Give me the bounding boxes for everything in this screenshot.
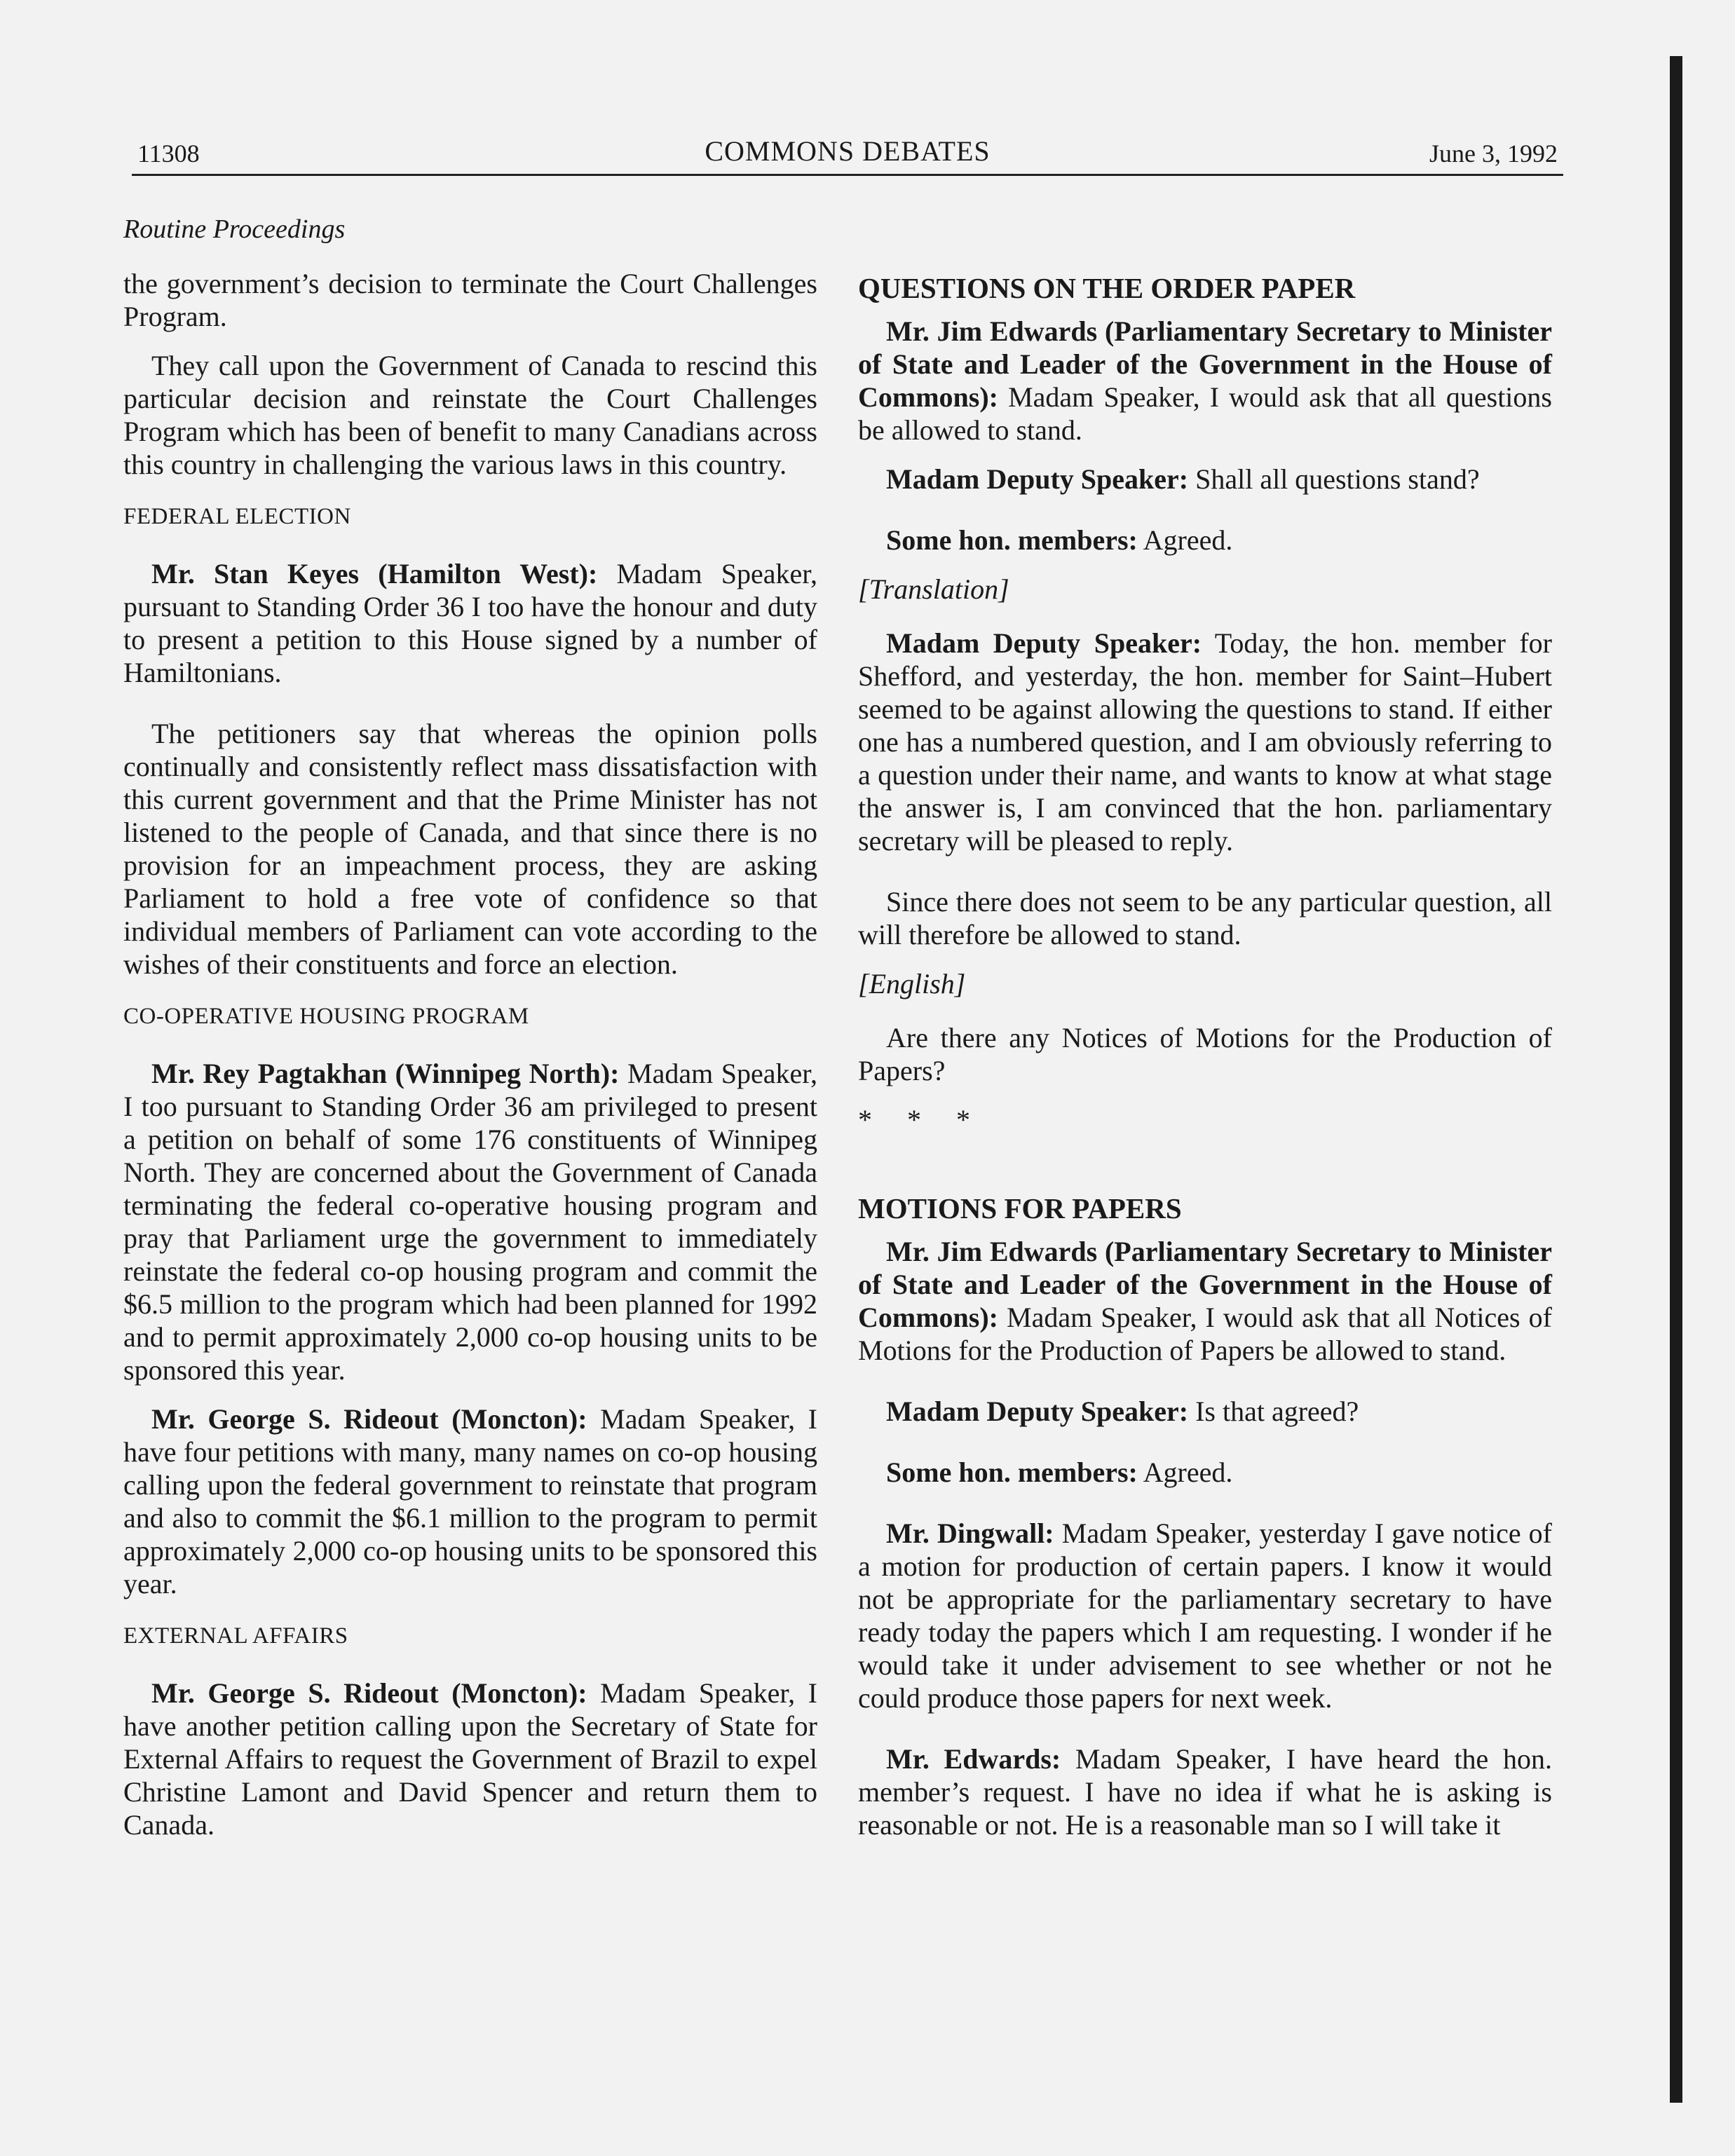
header-rule [132, 174, 1563, 176]
paragraph: They call upon the Government of Canada to rescind this particular decision and reinstate the Court Challenges Program which has been of benefit to many Canadians across this country in challenging the various laws in this country. [123, 350, 817, 480]
speech-text: Is that agreed? [1188, 1396, 1359, 1427]
section-heading: MOTIONS FOR PAPERS [858, 1192, 1182, 1224]
speech-text: Agreed. [1137, 1456, 1233, 1488]
section-separator: * * * [858, 1104, 984, 1135]
speech-paragraph [123, 1403, 817, 1600]
section-subheading: CO-OPERATIVE HOUSING PROGRAM [123, 1004, 529, 1029]
language-marker: [Translation] [858, 573, 1009, 605]
speech-paragraph [858, 1517, 1552, 1714]
speaker-name: Mr. Dingwall: [886, 1517, 1054, 1549]
speaker-name: Mr. Rey Pagtakhan (Winnipeg North): [151, 1058, 620, 1089]
speech-paragraph [858, 1742, 1552, 1841]
speaker-name: Mr. Edwards: [886, 1743, 1061, 1775]
speech-text: Madam Speaker, I would ask that all Notices of Motions for the Production of Papers be allowed to stand. [858, 1302, 1552, 1366]
speech-paragraph [858, 627, 1552, 857]
left-column [123, 203, 817, 1857]
speech-text: Madam Speaker, yesterday I gave notice of a motion for production of certain papers. I know it would not be appropriate for the parliamentary secretary to have ready today the papers which I am requesting. I wonder if he would take it under advisement to see whether or not he could produce those papers for next week. [858, 1517, 1553, 1714]
scan-edge-shadow [1670, 56, 1682, 2103]
speech-paragraph [858, 1235, 1552, 1367]
paragraph: the government’s decision to terminate the Court Challenges Program. [123, 268, 817, 332]
speech-text: Madam Speaker, pursuant to Standing Order 36 I too have the honour and duty to present a petition to this House signed by a number of Hamiltonians. [123, 558, 817, 688]
section-subheading: EXTERNAL AFFAIRS [123, 1623, 348, 1649]
speech-text: Agreed. [1137, 524, 1233, 556]
speech-text: Madam Speaker, I have heard the hon. member’s request. I have no idea if what he is asking is reasonable or not. He is a reasonable man so I will take it [858, 1743, 1552, 1841]
speech-paragraph [858, 1456, 1552, 1489]
speaker-name: Mr. George S. Rideout (Moncton): [151, 1677, 587, 1709]
speaker-name: Madam Deputy Speaker: [886, 1396, 1189, 1427]
publication-date: June 3, 1992 [1429, 139, 1558, 168]
speaker-name: Mr. Jim Edwards (Parliamentary Secretary to Minister of State and Leader of the Government in the House of Commons): [858, 315, 1552, 413]
section-subheading: FEDERAL ELECTION [123, 504, 351, 529]
speaker-name: Some hon. members: [886, 524, 1138, 556]
speech-paragraph [858, 1395, 1552, 1428]
speaker-name: Mr. Jim Edwards (Parliamentary Secretary to Minister of State and Leader of the Government in the House of Commons): [858, 1236, 1552, 1333]
speech-paragraph [858, 463, 1552, 496]
paragraph: The petitioners say that whereas the opinion polls continually and consistently reflect mass dissatisfaction with this current government and that the Prime Minister has not listened to the people of Canada, and that since there is no provision for an impeachment process, they are asking Parliament to hold a free vote of confidence so that individual members of Parliament can vote according to the wishes of their constituents and force an election. [123, 718, 817, 980]
speech-text: Today, the hon. member for Shefford, and yesterday, the hon. member for Saint–Hubert seemed to be against allowing the questions to stand. If either one has a numbered question, and I am obviously referring to a question under their name, and wants to know at what stage the answer is, I am convinced that the hon. parliamentary secretary will be pleased to reply. [858, 627, 1553, 857]
language-marker: [English] [858, 968, 966, 999]
speech-paragraph [123, 557, 817, 689]
page-number: 11308 [137, 139, 200, 168]
speech-text: Madam Speaker, I would ask that all questions be allowed to stand. [858, 381, 1552, 446]
speech-text: Madam Speaker, I too pursuant to Standing Order 36 am privileged to present a petition on behalf of some 176 constituents of Winnipeg North. They are concerned about the Government of Canada terminating the federal co-operative housing program and pray that Parliament urge the government to immediately reinstate the federal co-op housing program and commit the $6.5 million to the program which had been planned for 1992 and to permit approximately 2,000 co-op housing units to be sponsored this year. [123, 1058, 817, 1386]
speech-paragraph [123, 1677, 817, 1841]
publication-title: COMMONS DEBATES [705, 135, 991, 167]
speaker-name: Mr. George S. Rideout (Moncton): [151, 1403, 587, 1435]
speaker-name: Some hon. members: [886, 1456, 1138, 1488]
paragraph: Are there any Notices of Motions for the Production of Papers? [858, 1022, 1552, 1086]
running-head: Routine Proceedings [123, 214, 346, 244]
speech-paragraph [858, 524, 1552, 557]
speaker-name: Mr. Stan Keyes (Hamilton West): [151, 558, 598, 589]
speech-text: Shall all questions stand? [1188, 463, 1480, 495]
speaker-name: Madam Deputy Speaker: [886, 627, 1202, 659]
speech-paragraph [123, 1057, 817, 1386]
speaker-name: Madam Deputy Speaker: [886, 463, 1189, 495]
right-column [858, 203, 1552, 1857]
page-header [137, 135, 1558, 174]
speech-text: Madam Speaker, I have another petition calling upon the Secretary of State for External Affairs to request the Government of Brazil to expel Christine Lamont and David Spencer and return them to Canada. [123, 1677, 818, 1841]
speech-paragraph [858, 315, 1552, 446]
paragraph: Since there does not seem to be any particular question, all will therefore be allowed to stand. [858, 886, 1552, 950]
speech-text: Madam Speaker, I have four petitions with many, many names on co-op housing calling upon the federal government to reinstate that program and also to commit the $6.1 million to the program to permit approximately 2,000 co-op housing units to be sponsored this year. [123, 1403, 818, 1599]
section-heading: QUESTIONS ON THE ORDER PAPER [858, 272, 1356, 304]
